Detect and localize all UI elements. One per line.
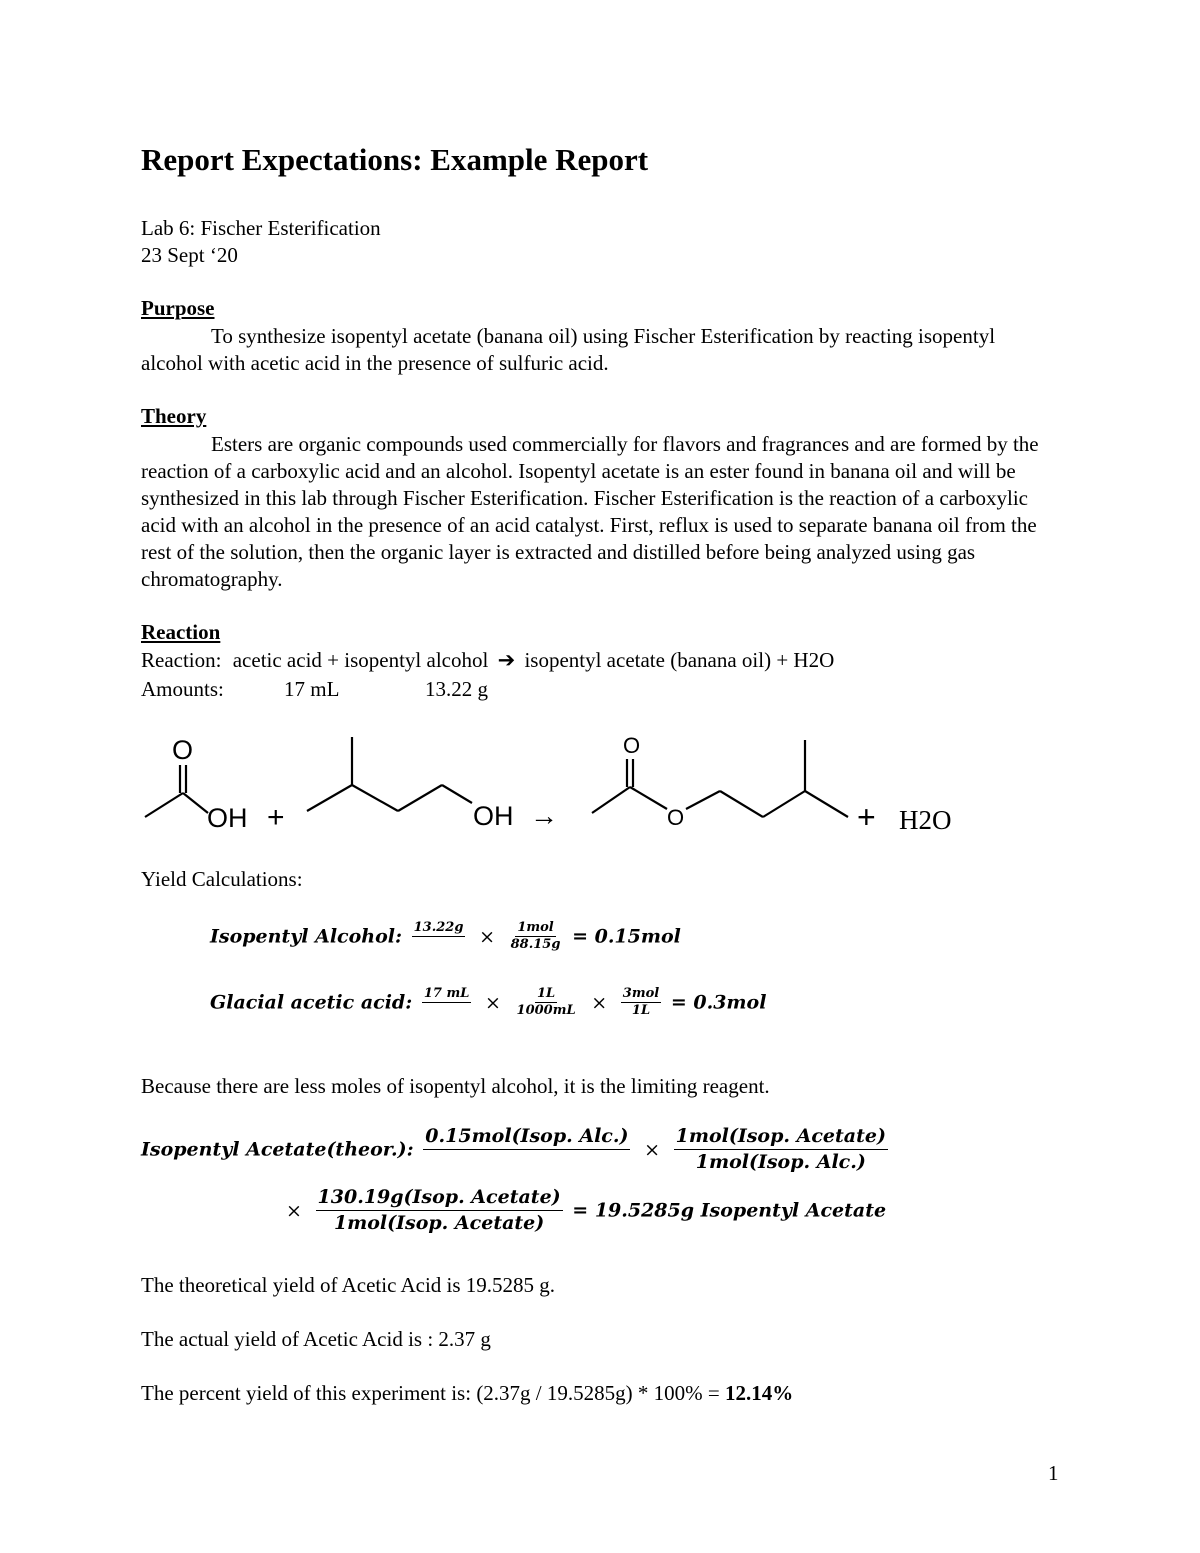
eq1-num2: 1mol: [517, 920, 554, 935]
eq1-den1: [434, 937, 443, 953]
eq3-num3: 130.19g(Isop. Acetate): [316, 1185, 563, 1211]
eq2-times-2: ×: [591, 991, 608, 1014]
eq3-times-2: ×: [286, 1199, 302, 1222]
reaction-product: isopentyl acetate (banana oil) + H2O: [524, 648, 835, 672]
eq2-den1: [442, 1003, 451, 1019]
reaction-plus: +: [327, 648, 340, 672]
ester-carbonyl-o-label: O: [623, 733, 641, 758]
eq1-num1: 13.22g: [413, 920, 464, 935]
structure-plus-1: +: [267, 801, 285, 834]
acetic-acid-oh-label: OH: [207, 803, 248, 833]
amount-isopentyl-alcohol: 13.22 g: [425, 677, 488, 701]
eq3-fraction-2: [674, 1124, 888, 1175]
theory-paragraph: [141, 431, 1056, 593]
percent-yield-text: The percent yield of this experiment is: (2.37g / 19.5285g) * 100% =: [141, 1381, 720, 1405]
purpose-text: To synthesize isopentyl acetate (banana oil) using Fischer Esterification by reacting isopentyl alcohol with acetic acid in the presence of sulfuric acid.: [141, 324, 996, 375]
percent-yield-line: [141, 1380, 793, 1407]
eq3-den1: [522, 1150, 533, 1175]
document-title: Report Expectations: Example Report: [141, 142, 649, 177]
eq2-den2: 1000mL: [516, 1003, 576, 1018]
reactant-acetic-acid: acetic acid: [232, 648, 322, 672]
acetic-acid-structure: [145, 765, 208, 817]
ester-o-label: O: [667, 805, 685, 830]
theory-text: Esters are organic compounds used commercially for flavors and fragrances and are formed by the reaction of a carboxylic acid and an alcohol. Isopentyl acetate is an ester found in banana oil and will be synthesized in this lab through Fischer Esterification. Fischer Esterification is the reaction of a carboxylic acid with an alcohol in the presence of an acid catalyst. First, reflux is used to separate banana oil from the rest of the solution, then the organic layer is extracted and distilled before being analyzed using gas chromatography.: [141, 432, 1039, 591]
theory-heading: Theory: [141, 404, 207, 428]
eq2-fraction-1: [422, 986, 472, 1019]
eq1-result: = 0.15mol: [572, 925, 681, 948]
purpose-paragraph: [141, 323, 1056, 377]
eq2-num3: 3mol: [622, 986, 660, 1001]
reactant-isopentyl-alcohol: isopentyl alcohol: [344, 648, 489, 672]
structure-arrow-icon: →: [530, 800, 558, 831]
isopentyl-alcohol-oh-label: OH: [473, 801, 514, 831]
reaction-arrow-icon: ➔: [497, 648, 516, 672]
limiting-reagent-text: Because there are less moles of isopentyl alcohol, it is the limiting reagent.: [141, 1074, 770, 1098]
eq3-fraction-1: [423, 1124, 630, 1175]
eq3-num2: 1mol(Isop. Acetate): [674, 1124, 888, 1150]
eq2-fraction-3: [621, 986, 661, 1019]
eq3-result: = 19.5285g Isopentyl Acetate: [572, 1199, 887, 1222]
purpose-heading: Purpose: [141, 296, 215, 320]
lab-date: 23 Sept ‘20: [141, 243, 238, 267]
percent-yield-value: 12.14%: [724, 1381, 794, 1405]
equation-glacial-acetic-acid: [210, 986, 766, 1019]
reaction-heading: Reaction: [141, 620, 221, 644]
page-number: 1: [1048, 1461, 1059, 1485]
eq2-num1: 17 mL: [423, 986, 470, 1001]
structure-water-label: H2O: [899, 805, 952, 835]
eq2-num2: 1L: [536, 986, 556, 1001]
eq3-den2: 1mol(Isop. Alc.): [695, 1151, 866, 1173]
eq3-fraction-3: [316, 1185, 563, 1236]
equation-theoretical-yield-line-1: [141, 1124, 891, 1175]
equation-theoretical-yield-line-2: [282, 1185, 886, 1236]
reaction-label: Reaction:: [141, 648, 222, 672]
structure-plus-2: +: [857, 799, 876, 835]
eq1-fraction-1: [412, 920, 466, 953]
eq1-den2: 88.15g: [510, 937, 561, 952]
eq2-times-1: ×: [485, 991, 501, 1014]
theoretical-yield-text: The theoretical yield of Acetic Acid is 19.5285 g.: [141, 1273, 556, 1297]
eq2-fraction-2: [515, 986, 578, 1019]
actual-yield-text: The actual yield of Acetic Acid is : 2.37 g: [141, 1327, 491, 1351]
amounts-label: Amounts:: [141, 677, 224, 701]
eq3-times-1: ×: [644, 1138, 661, 1161]
reaction-line: [141, 647, 834, 674]
reaction-structure-diagram: [130, 725, 980, 865]
eq2-label: Glacial acetic acid:: [210, 991, 413, 1014]
eq1-times: ×: [479, 925, 495, 948]
eq3-num1: 0.15mol(Isop. Alc.): [423, 1124, 630, 1150]
equation-isopentyl-alcohol: [210, 920, 681, 953]
eq2-result: = 0.3mol: [670, 991, 767, 1014]
yield-calc-heading: Yield Calculations:: [141, 867, 303, 891]
eq1-label: Isopentyl Alcohol:: [210, 925, 403, 948]
isopentyl-alcohol-structure: [307, 737, 472, 811]
acetic-acid-o-label: O: [172, 735, 194, 765]
amount-acetic-acid: 17 mL: [284, 677, 340, 701]
eq3-label: Isopentyl Acetate(theor.):: [141, 1138, 414, 1161]
eq3-den3: 1mol(Isop. Acetate): [333, 1212, 545, 1234]
eq1-fraction-2: [509, 920, 563, 953]
eq2-den3: 1L: [631, 1003, 651, 1018]
lab-name: Lab 6: Fischer Esterification: [141, 216, 381, 240]
